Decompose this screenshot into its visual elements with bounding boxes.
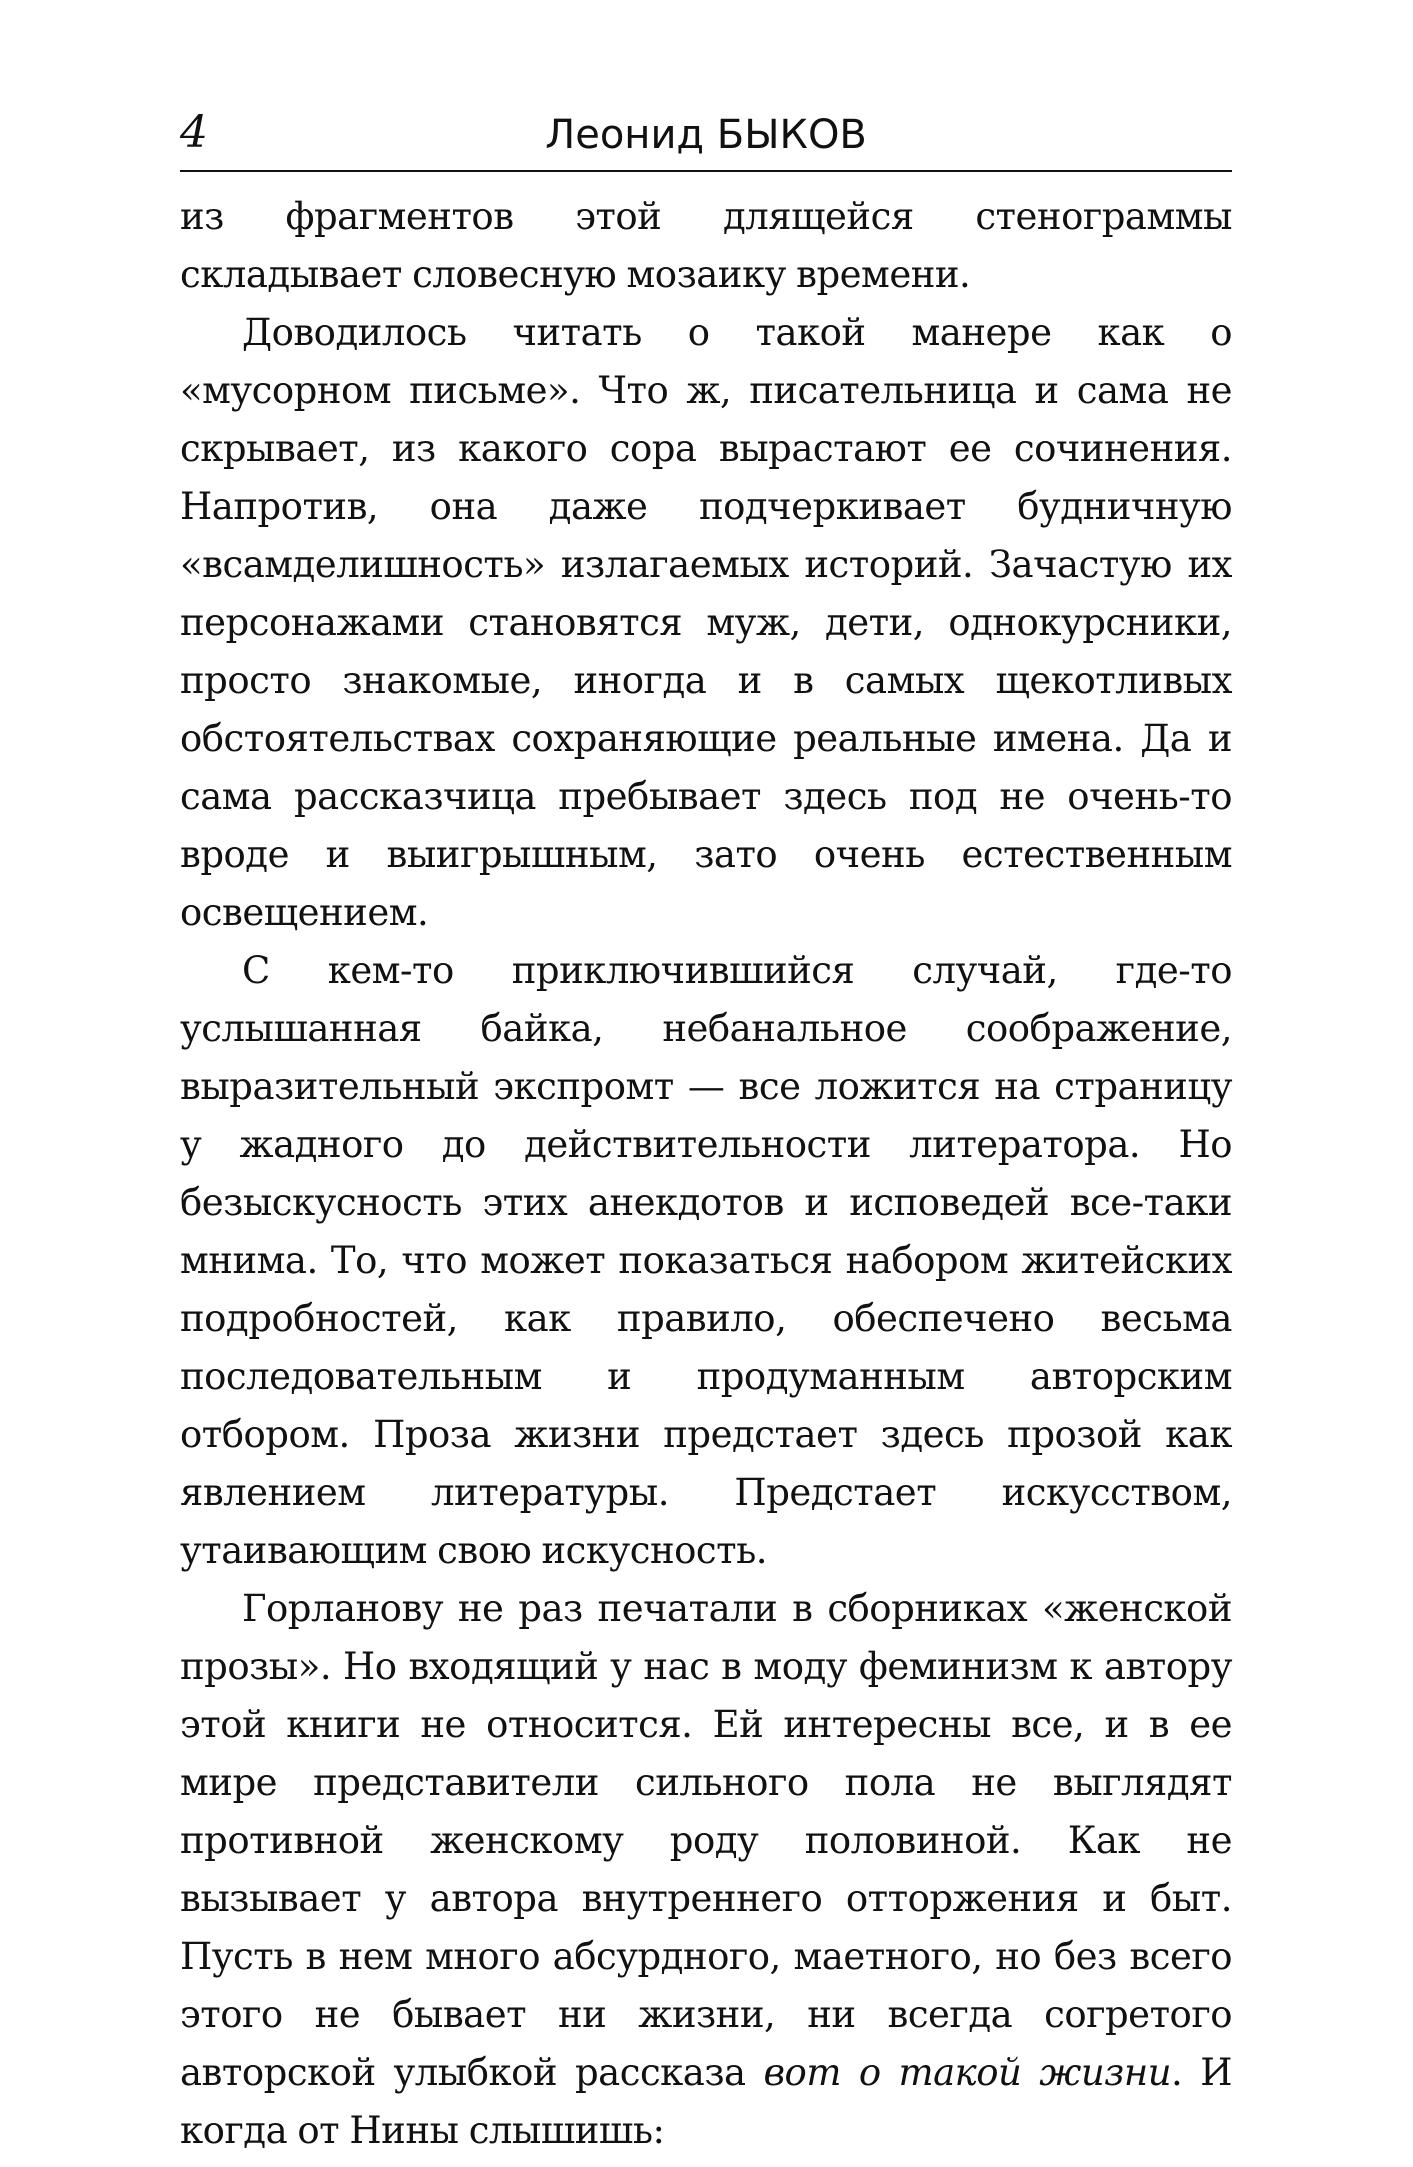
paragraph-4-italic: вот о такой жизни <box>763 2051 1172 2094</box>
paragraph-4-tail: . И когда от Нины слышишь: <box>180 2051 1232 2152</box>
page-header <box>180 100 1232 172</box>
paragraph-4 <box>180 1580 1232 2160</box>
paragraph-1: из фрагментов этой длящейся стенограммы складывает словесную мозаику времени. <box>180 195 1232 296</box>
body-text <box>180 188 1232 2160</box>
paragraph-3: С кем-то приключившийся случай, где-то услышанная байка, небанальное соображение, выразительный экспромт — все ложится на страницу у жадного до действительности литератора. Но безыскусность этих анекдотов и исповедей все-таки мнима. То, что может показаться набором житейских подробностей, как правило, обеспечено весьма последовательным и продуманным авторским отбором. Проза жизни предстает здесь прозой как явлением литературы. Предстает искусством, утаивающим свою искусность. <box>180 949 1232 1572</box>
paragraph-4-text: Горланову не раз печатали в сборниках «женской прозы». Но входящий у нас в моду феминизм к автору этой книги не относится. Ей интересны все, и в ее мире представители сильного пола не выглядят противной женскому роду половиной. Как не вызывает у автора внутреннего отторжения и быт. Пусть в нем много абсурдного, маетного, но без всего этого не бывает ни жизни, ни всегда согретого авторской улыбкой рассказа <box>180 1587 1232 2094</box>
book-page <box>180 100 1232 2160</box>
page-number: 4 <box>180 107 208 158</box>
paragraph-2: Доводилось читать о такой манере как о «мусорном письме». Что ж, писательница и сама не скрывает, из какого сора вырастают ее сочинения. Напротив, она даже подчеркивает будничную «всамделишность» излагаемых историй. Зачастую их персонажами становятся муж, дети, однокурсники, просто знакомые, иногда и в самых щекотливых обстоятельствах сохраняющие реальные имена. Да и сама рассказчица пребывает здесь под не очень-то вроде и выигрышным, зато очень естественным освещением. <box>180 311 1232 934</box>
running-head: Леонид БЫКОВ <box>545 112 867 158</box>
